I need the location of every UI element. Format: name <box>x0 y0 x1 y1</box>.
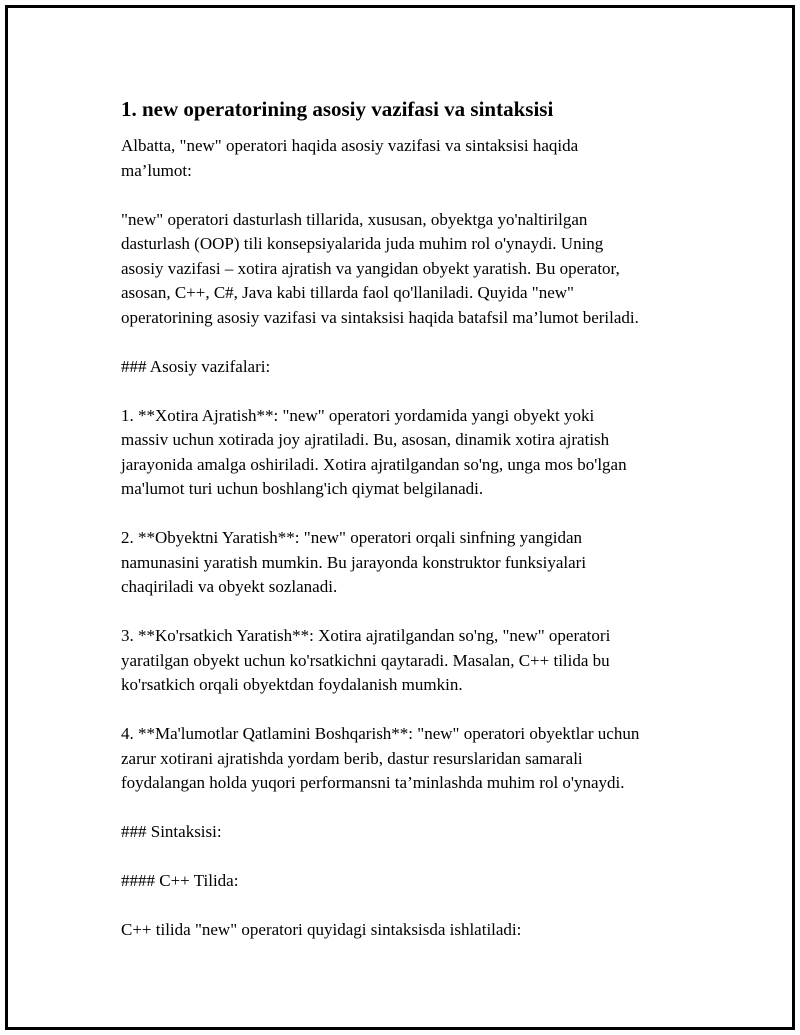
list-item-memory-allocation: 1. **Xotira Ajratish**: "new" operatori yordamida yangi obyekt yoki massiv uchun xotirada joy ajratiladi. Bu, asosan, dinamik xotira ajratish jarayonida amalga oshiriladi. Xotira ajratilgandan so'ng, unga mos bo'lgan ma'lumot turi uchun boshlang'ich qiymat belgilanadi. <box>121 405 627 498</box>
list-item-pointer-creation: 3. **Ko'rsatkich Yaratish**: Xotira ajratilgandan so'ng, "new" operatori yaratilgan obyekt uchun ko'rsatkichni qaytaradi. Masalan, C++ tilida bu ko'rsatkich orqali obyektdan foydalanish mumkin. <box>121 626 611 694</box>
subheading-main-functions: ### Asosiy vazifalari: <box>121 356 271 376</box>
subheading-cpp: #### C++ Tilida: <box>121 871 239 890</box>
section-heading: 1. new operatorining asosiy vazifasi va sintaksisi <box>121 97 554 121</box>
intro-paragraph: Albatta, "new" operatori haqida asosiy vazifasi va sintaksisi haqida ma’lumot: <box>121 136 579 180</box>
document-page <box>5 5 795 1030</box>
subheading-syntax: ### Sintaksisi: <box>121 822 222 841</box>
cpp-syntax-paragraph: C++ tilida "new" operatori quyidagi sintaksisda ishlatiladi: <box>121 920 522 939</box>
list-item-data-management: 4. **Ma'lumotlar Qatlamini Boshqarish**: "new" operatori obyektlar uchun zarur xotirani ajratishda yordam berib, dastur resurslaridan samarali foydalangan holda yuqori performansni ta’minlashda muhim rol o'ynaydi. <box>121 724 640 792</box>
list-item-object-creation: 2. **Obyektni Yaratish**: "new" operatori orqali sinfning yangidan namunasini yaratish mumkin. Bu jarayonda konstruktor funksiyalari chaqiriladi va obyekt sozlanadi. <box>121 528 587 596</box>
document-body <box>121 96 721 967</box>
overview-paragraph: "new" operatori dasturlash tillarida, xususan, obyektga yo'naltirilgan dasturlash (OOP) tili konsepsiyalarida juda muhim rol o'ynaydi. Uning asosiy vazifasi – xotira ajratish va yangidan obyekt yaratish. Bu operator, asosan, C++, C#, Java kabi tillarda faol qo'llaniladi. Quyida "new" operatorining asosiy vazifasi va sintaksisi haqida batafsil ma’lumot beriladi. <box>121 209 639 327</box>
